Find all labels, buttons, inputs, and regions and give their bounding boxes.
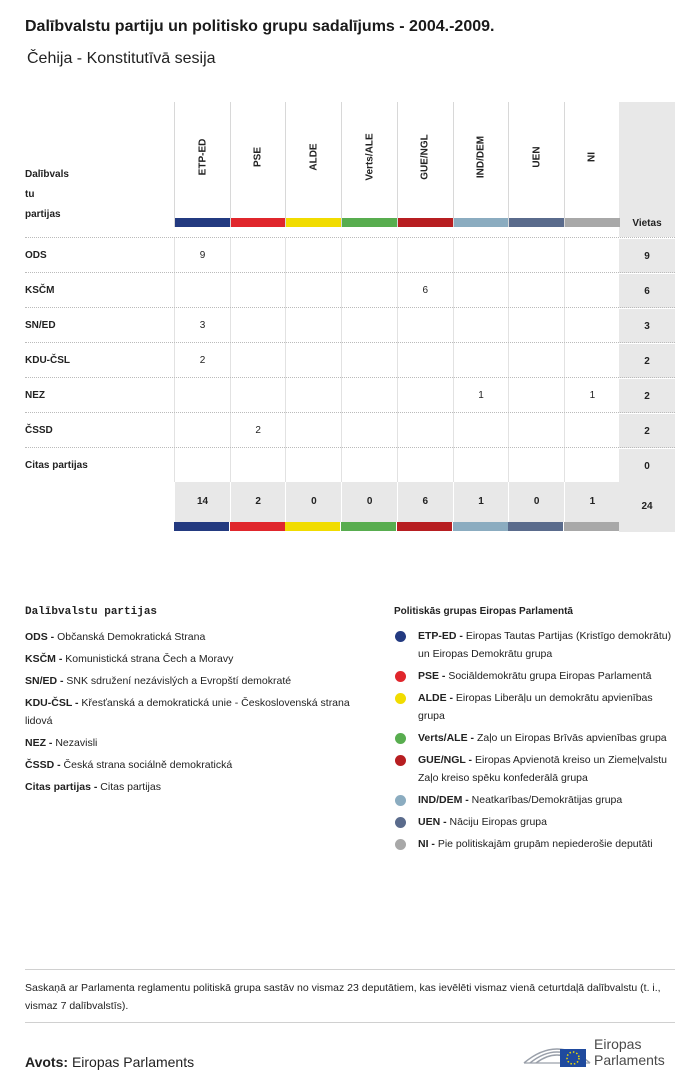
party-legend-item bbox=[25, 628, 375, 646]
seat-cell bbox=[285, 238, 341, 273]
seat-cell bbox=[341, 273, 397, 308]
seat-cell: 1 bbox=[453, 378, 509, 413]
seat-cell bbox=[341, 378, 397, 413]
seat-cell bbox=[174, 378, 230, 413]
group-total: 0 bbox=[341, 482, 397, 522]
table-row bbox=[25, 447, 675, 483]
rules-note: Saskaņā ar Parlamenta reglamentu politiskā grupa sastāv no vismaz 23 deputātiem, kas ievēlēti vismaz vienā ceturtdaļā dalībvalstu (t. i., vismaz 7 dalībvalstīs). bbox=[25, 982, 661, 1012]
party-name: Citas partijas bbox=[25, 460, 88, 471]
seat-cell bbox=[564, 413, 620, 448]
group-legend bbox=[394, 606, 674, 857]
group-color-bar bbox=[342, 218, 397, 227]
group-total: 0 bbox=[285, 482, 341, 522]
seat-cell bbox=[453, 308, 509, 343]
seat-cell bbox=[564, 308, 620, 343]
seat-cell bbox=[285, 308, 341, 343]
group-color-bar bbox=[398, 218, 453, 227]
seat-cell bbox=[230, 238, 286, 273]
group-color-bar bbox=[341, 522, 396, 531]
group-legend-item bbox=[394, 729, 674, 747]
group-legend-item bbox=[394, 751, 674, 787]
seat-cell bbox=[564, 238, 620, 273]
source-value: Eiropas Parlaments bbox=[71, 1054, 195, 1070]
table-row bbox=[25, 307, 675, 343]
group-color-bar bbox=[509, 218, 564, 227]
logo-line: Eiropas bbox=[594, 1036, 642, 1052]
group-color-dot bbox=[395, 693, 406, 704]
group-abbr: NI - bbox=[418, 838, 438, 850]
group-column-header bbox=[508, 102, 564, 227]
row-seat-total: 2 bbox=[619, 378, 675, 414]
group-color-bar bbox=[564, 522, 619, 531]
seat-cell bbox=[174, 273, 230, 308]
party-legend-item bbox=[25, 650, 375, 668]
party-name: KDU-ČSL bbox=[25, 355, 70, 366]
seats-column-header bbox=[619, 102, 675, 237]
group-column-header bbox=[564, 102, 620, 227]
group-column-header bbox=[174, 102, 230, 227]
group-color-dot bbox=[395, 631, 406, 642]
group-label: IND/DEM bbox=[475, 135, 487, 179]
seat-cell bbox=[341, 308, 397, 343]
group-label: GUE/NGL bbox=[419, 134, 431, 180]
group-full-name: Eiropas Apvienotā kreiso un Ziemeļvalstu Zaļo kreiso spēku konfederālā grupa bbox=[418, 754, 667, 784]
group-column-header bbox=[341, 102, 397, 227]
group-legend-item bbox=[394, 835, 674, 853]
seat-cell bbox=[341, 413, 397, 448]
party-legend-heading: Dalībvalstu partijas bbox=[25, 606, 158, 618]
table-row bbox=[25, 272, 675, 308]
divider bbox=[25, 969, 675, 970]
group-color-dot bbox=[395, 755, 406, 766]
party-legend-item bbox=[25, 694, 375, 730]
group-abbr: ETP-ED - bbox=[418, 630, 466, 642]
seat-cell: 9 bbox=[174, 238, 230, 273]
seat-cell bbox=[174, 448, 230, 483]
source-line bbox=[25, 1054, 194, 1070]
party-name: ČSSD bbox=[25, 425, 53, 436]
seat-cell bbox=[230, 273, 286, 308]
group-label: ALDE bbox=[308, 143, 320, 171]
group-legend-item bbox=[394, 689, 674, 725]
seat-cell bbox=[397, 343, 453, 378]
table-row bbox=[25, 377, 675, 413]
party-abbr: NEZ - bbox=[25, 737, 56, 749]
group-column-header bbox=[397, 102, 453, 227]
group-color-bar bbox=[285, 522, 340, 531]
logo-line: Parlaments bbox=[594, 1052, 665, 1068]
seat-cell bbox=[230, 343, 286, 378]
party-abbr: SN/ED - bbox=[25, 675, 67, 687]
seat-cell bbox=[453, 238, 509, 273]
group-full-name: Zaļo un Eiropas Brīvās apvienības grupa bbox=[476, 732, 667, 744]
seat-cell bbox=[285, 378, 341, 413]
group-color-bar bbox=[454, 218, 509, 227]
party-legend-item bbox=[25, 778, 375, 796]
group-full-name: Neatkarības/Demokrātijas grupa bbox=[471, 794, 623, 806]
seat-cell bbox=[397, 308, 453, 343]
seat-cell bbox=[397, 448, 453, 483]
party-legend-item bbox=[25, 756, 375, 774]
source-label: Avots: bbox=[25, 1054, 69, 1070]
party-full-name: Občanská Demokratická Strana bbox=[57, 631, 206, 643]
group-abbr: IND/DEM - bbox=[418, 794, 472, 806]
party-name: ODS bbox=[25, 250, 47, 261]
party-abbr: ČSSD - bbox=[25, 759, 64, 771]
group-column-header bbox=[230, 102, 286, 227]
group-label: NI bbox=[586, 152, 598, 162]
group-label: UEN bbox=[531, 146, 543, 168]
seat-cell bbox=[453, 343, 509, 378]
group-abbr: Verts/ALE - bbox=[418, 732, 477, 744]
row-seat-total: 9 bbox=[619, 238, 675, 274]
seat-cell bbox=[230, 448, 286, 483]
group-abbr: PSE - bbox=[418, 670, 449, 682]
table-row bbox=[25, 342, 675, 378]
party-name: NEZ bbox=[25, 390, 45, 401]
seat-cell bbox=[508, 343, 564, 378]
seat-cell bbox=[341, 343, 397, 378]
group-full-name: Eiropas Tautas Partijas (Kristīgo demokrātu) un Eiropas Demokrātu grupa bbox=[418, 630, 672, 660]
seat-cell bbox=[453, 448, 509, 483]
totals-row bbox=[174, 482, 675, 532]
group-color-bar bbox=[231, 218, 286, 227]
logo-text bbox=[594, 1036, 665, 1068]
group-legend-heading: Politiskās grupas Eiropas Parlamentā bbox=[394, 606, 573, 617]
seat-cell: 3 bbox=[174, 308, 230, 343]
group-label: PSE bbox=[252, 146, 264, 168]
group-color-bar bbox=[397, 522, 452, 531]
row-header-line: partijas bbox=[25, 209, 61, 220]
row-seat-total: 2 bbox=[619, 413, 675, 449]
group-color-dot bbox=[395, 733, 406, 744]
party-full-name: Komunistická strana Čech a Moravy bbox=[65, 653, 234, 665]
party-abbr: Citas partijas - bbox=[25, 781, 101, 793]
group-column-header bbox=[453, 102, 509, 227]
group-color-bar bbox=[175, 218, 230, 227]
group-total: 6 bbox=[397, 482, 453, 522]
group-color-bar bbox=[174, 522, 229, 531]
seat-cell: 6 bbox=[397, 273, 453, 308]
table-row bbox=[25, 237, 675, 273]
group-abbr: UEN - bbox=[418, 816, 450, 828]
seat-cell bbox=[508, 308, 564, 343]
seat-cell: 2 bbox=[230, 413, 286, 448]
row-header-line: tu bbox=[25, 189, 35, 200]
group-full-name: Nāciju Eiropas grupa bbox=[449, 816, 547, 828]
group-color-bar bbox=[508, 522, 563, 531]
seat-cell bbox=[564, 343, 620, 378]
group-legend-item bbox=[394, 791, 674, 809]
party-legend-item bbox=[25, 734, 375, 752]
group-color-dot bbox=[395, 839, 406, 850]
seats-header-label: Vietas bbox=[632, 218, 662, 229]
seat-cell bbox=[285, 273, 341, 308]
seat-cell: 1 bbox=[564, 378, 620, 413]
group-color-bar bbox=[230, 522, 285, 531]
seat-cell bbox=[230, 308, 286, 343]
seat-cell bbox=[397, 378, 453, 413]
row-header-label bbox=[25, 165, 85, 225]
party-full-name: Citas partijas bbox=[100, 781, 161, 793]
group-color-dot bbox=[395, 795, 406, 806]
page-title: Dalībvalstu partiju un politisko grupu sadalījums - 2004.-2009. bbox=[25, 18, 495, 35]
group-total: 1 bbox=[564, 482, 620, 522]
seat-cell bbox=[508, 378, 564, 413]
group-label: ETP-ED bbox=[197, 138, 208, 176]
seat-cell bbox=[397, 238, 453, 273]
seat-cell bbox=[397, 413, 453, 448]
group-total: 2 bbox=[230, 482, 286, 522]
row-seat-total: 6 bbox=[619, 273, 675, 309]
group-full-name: Sociāldemokrātu grupa Eiropas Parlamentā bbox=[448, 670, 652, 682]
seat-cell bbox=[174, 413, 230, 448]
seat-cell bbox=[508, 238, 564, 273]
group-full-name: Pie politiskajām grupām nepiederošie deputāti bbox=[437, 838, 653, 850]
parliament-hemicycle-icon bbox=[522, 1033, 592, 1073]
seat-cell bbox=[341, 238, 397, 273]
party-name: SN/ED bbox=[25, 320, 56, 331]
group-label: Verts/ALE bbox=[364, 133, 376, 181]
party-abbr: ODS - bbox=[25, 631, 58, 643]
seat-cell: 2 bbox=[174, 343, 230, 378]
group-legend-item bbox=[394, 813, 674, 831]
row-seat-total: 3 bbox=[619, 308, 675, 344]
seat-cell bbox=[508, 273, 564, 308]
party-abbr: KDU-ČSL - bbox=[25, 697, 82, 709]
party-legend-item bbox=[25, 672, 375, 690]
group-color-bar bbox=[565, 218, 620, 227]
page-subtitle: Čehija - Konstitutīvā sesija bbox=[27, 50, 216, 67]
ep-logo bbox=[522, 1033, 677, 1073]
seat-cell bbox=[341, 448, 397, 483]
party-abbr: KSČM - bbox=[25, 653, 66, 665]
group-legend-item bbox=[394, 667, 674, 685]
party-full-name: Nezavisli bbox=[55, 737, 98, 749]
group-full-name: Eiropas Liberāļu un demokrātu apvienības grupa bbox=[418, 692, 653, 722]
group-color-dot bbox=[395, 817, 406, 828]
seat-cell bbox=[508, 413, 564, 448]
seat-cell bbox=[230, 378, 286, 413]
seat-cell bbox=[285, 413, 341, 448]
grand-total: 24 bbox=[619, 482, 675, 532]
party-name: KSČM bbox=[25, 285, 55, 296]
group-abbr: GUE/NGL - bbox=[418, 754, 475, 766]
group-abbr: ALDE - bbox=[418, 692, 456, 704]
seat-cell bbox=[564, 273, 620, 308]
seat-cell bbox=[508, 448, 564, 483]
group-total: 1 bbox=[453, 482, 509, 522]
party-legend bbox=[25, 606, 375, 800]
seat-cell bbox=[453, 273, 509, 308]
party-full-name: Česká strana sociálně demokratická bbox=[63, 759, 233, 771]
row-seat-total: 2 bbox=[619, 343, 675, 379]
party-full-name: Křesťanská a demokratická unie - Československá strana lidová bbox=[25, 697, 350, 727]
seat-cell bbox=[285, 343, 341, 378]
group-column-header bbox=[285, 102, 341, 227]
row-header-line: Dalībvals bbox=[25, 169, 69, 180]
seat-cell bbox=[285, 448, 341, 483]
seat-cell bbox=[564, 448, 620, 483]
divider bbox=[25, 1022, 675, 1023]
group-legend-item bbox=[394, 627, 674, 663]
party-full-name: SNK sdružení nezávislých a Evropští demokraté bbox=[66, 675, 292, 687]
table-row bbox=[25, 412, 675, 448]
group-color-bar bbox=[286, 218, 341, 227]
row-seat-total: 0 bbox=[619, 448, 675, 484]
group-total: 14 bbox=[174, 482, 230, 522]
seat-cell bbox=[453, 413, 509, 448]
group-total: 0 bbox=[508, 482, 564, 522]
group-color-bar bbox=[453, 522, 508, 531]
group-color-dot bbox=[395, 671, 406, 682]
